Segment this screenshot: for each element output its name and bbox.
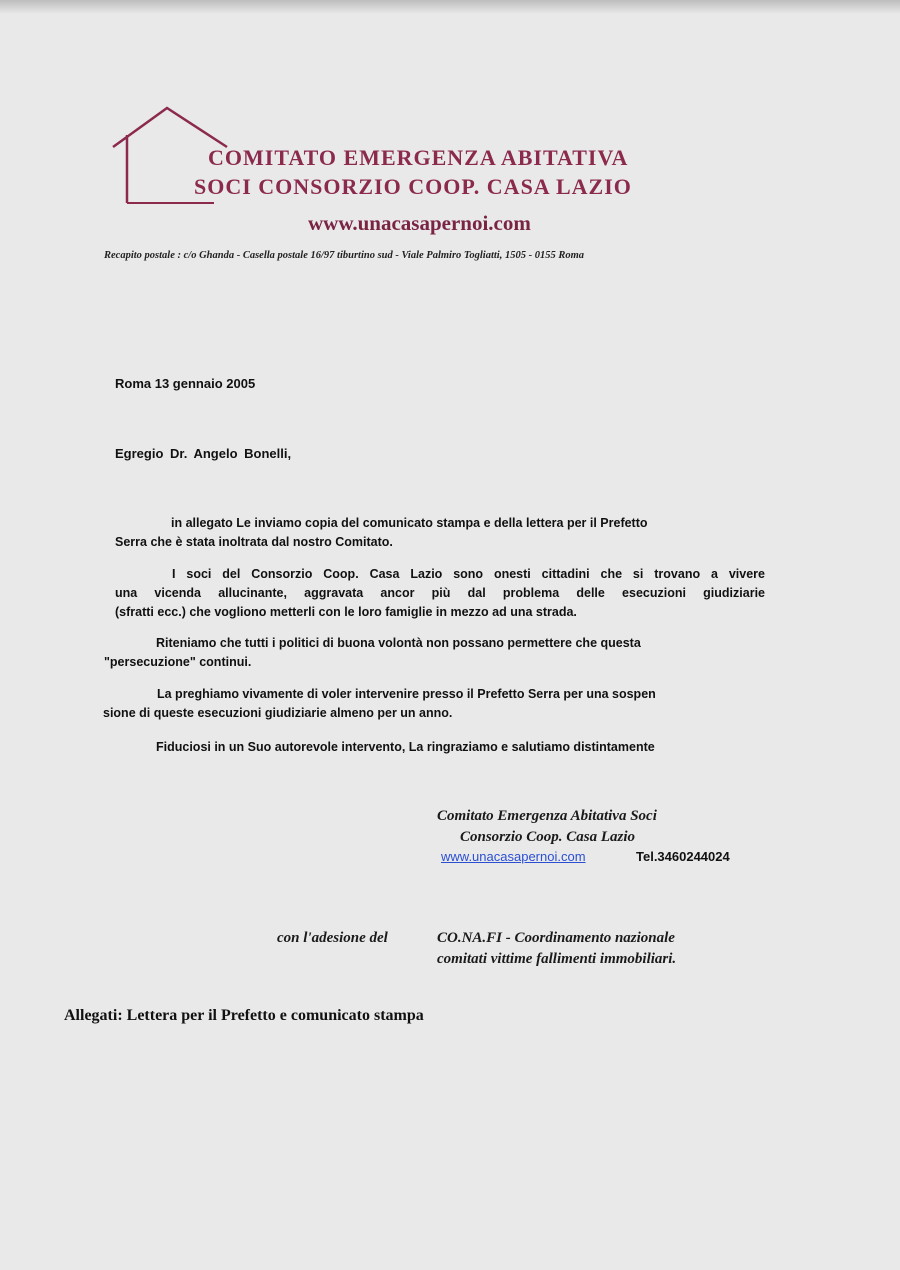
paragraph-line: Riteniamo che tutti i politici di buona volontà non possano permettere che questa: [156, 636, 641, 650]
attachments-note: Allegati: Lettera per il Prefetto e comunicato stampa: [64, 1007, 424, 1024]
letter-date: Roma 13 gennaio 2005: [115, 376, 256, 391]
paragraph-4: [103, 685, 763, 723]
org-name-line1: COMITATO EMERGENZA ABITATIVA: [208, 145, 629, 170]
signature-line1: Comitato Emergenza Abitativa Soci: [437, 808, 657, 824]
adhesion-line2: comitati vittime fallimenti immobiliari.: [437, 951, 677, 967]
paragraph-line: sione di queste esecuzioni giudiziarie almeno per un anno.: [103, 706, 453, 720]
paragraph-line: Serra che è stata inoltrata dal nostro Comitato.: [115, 535, 393, 549]
scan-top-edge: [0, 0, 900, 14]
adhesion-line1: CO.NA.FI - Coordinamento nazionale: [437, 930, 675, 946]
paragraph-line: (sfratti ecc.) che vogliono metterli con le loro famiglie in mezzo ad una strada.: [115, 605, 577, 619]
paragraph-5: [156, 738, 655, 757]
paragraph-line: La preghiamo vivamente di voler intervenire presso il Prefetto Serra per una sospen: [157, 687, 656, 701]
adhesion-label: con l'adesione del: [277, 930, 388, 946]
letterhead-website: www.unacasapernoi.com: [308, 211, 531, 235]
signature-website-link[interactable]: www.unacasapernoi.com: [441, 849, 586, 864]
paragraph-3: [104, 634, 754, 672]
signature-phone: Tel.3460244024: [636, 849, 730, 864]
paragraph-line: Fiduciosi in un Suo autorevole intervento, La ringraziamo e salutiamo distintamente: [156, 740, 655, 754]
paragraph-line: "persecuzione" continui.: [104, 655, 252, 669]
paragraph-line: in allegato Le inviamo copia del comunicato stampa e della lettera per il Prefetto: [171, 516, 648, 530]
signature-line2: Consorzio Coop. Casa Lazio: [460, 829, 636, 845]
org-name-line2: SOCI CONSORZIO COOP. CASA LAZIO: [194, 174, 632, 199]
paragraph-1: [115, 514, 750, 552]
paragraph-line: I soci del Consorzio Coop. Casa Lazio sono onesti cittadini che si trovano a vivere: [172, 567, 765, 581]
postal-address: Recapito postale : c/o Ghanda - Casella postale 16/97 tiburtino sud - Viale Palmiro Togliatti, 1505 - 0155 Roma: [104, 250, 585, 261]
paragraph-line: una vicenda allucinante, aggravata ancor più dal problema delle esecuzioni giudiziarie: [115, 586, 765, 600]
paragraph-2: [115, 565, 765, 622]
letter-greeting: Egregio Dr. Angelo Bonelli,: [115, 446, 292, 461]
